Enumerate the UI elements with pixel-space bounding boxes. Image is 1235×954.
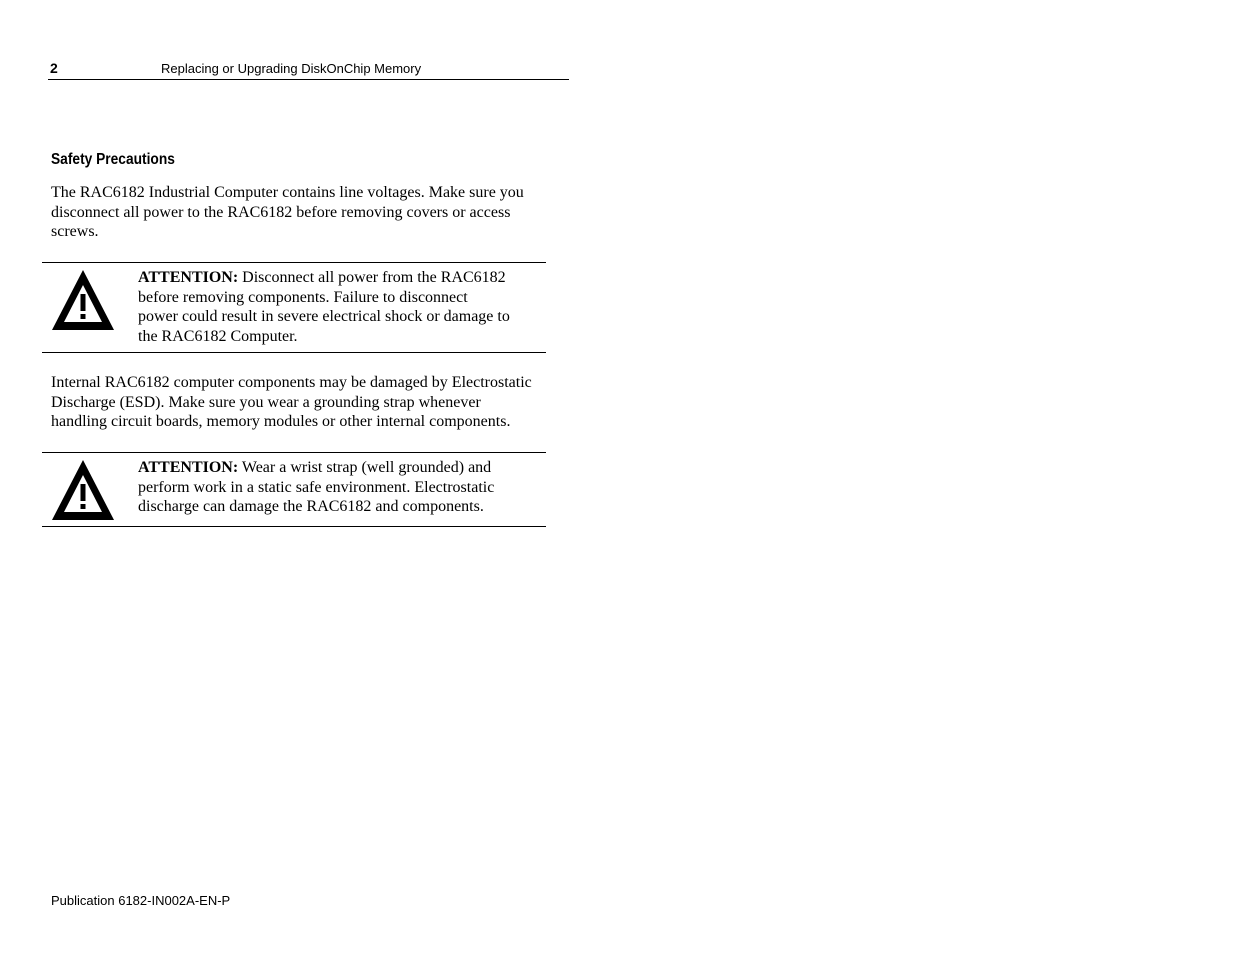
page-header xyxy=(48,58,569,80)
paragraph-line: disconnect all power to the RAC6182 before removing covers or access xyxy=(51,203,511,221)
attention-line-text: Wear a wrist strap (well grounded) and xyxy=(238,459,492,476)
attention-line: discharge can damage the RAC6182 and components. xyxy=(138,498,484,516)
attention-box-esd xyxy=(42,452,546,527)
attention-label: ATTENTION: xyxy=(138,269,239,286)
page-number: 2 xyxy=(50,60,58,76)
intro-paragraph xyxy=(51,183,571,242)
attention-line-text: Disconnect all power from the RAC6182 xyxy=(238,269,506,286)
warning-triangle-icon xyxy=(50,457,116,523)
esd-paragraph xyxy=(51,373,571,432)
paragraph-line: The RAC6182 Industrial Computer contains line voltages. Make sure you xyxy=(51,184,524,201)
paragraph-line: screws. xyxy=(51,223,99,241)
section-heading: Safety Precautions xyxy=(51,151,175,168)
attention-text xyxy=(138,458,548,517)
warning-triangle-icon xyxy=(50,267,116,333)
attention-line xyxy=(138,458,548,478)
paragraph-line: handling circuit boards, memory modules or other internal components. xyxy=(51,413,511,431)
paragraph-line: Internal RAC6182 computer components may be damaged by Electrostatic xyxy=(51,374,532,391)
attention-label: ATTENTION: xyxy=(138,459,239,476)
attention-line: perform work in a static safe environment. Electrostatic xyxy=(138,478,495,496)
attention-box-power xyxy=(42,262,546,353)
attention-line: before removing components. Failure to disconnect xyxy=(138,288,468,306)
attention-line: the RAC6182 Computer. xyxy=(138,328,298,346)
attention-line xyxy=(138,268,548,288)
paragraph-line: Discharge (ESD). Make sure you wear a grounding strap whenever xyxy=(51,393,481,411)
attention-text xyxy=(138,268,548,347)
running-title: Replacing or Upgrading DiskOnChip Memory xyxy=(161,61,422,76)
attention-line: power could result in severe electrical shock or damage to xyxy=(138,308,510,326)
publication-footer: Publication 6182-IN002A-EN-P xyxy=(51,893,231,908)
